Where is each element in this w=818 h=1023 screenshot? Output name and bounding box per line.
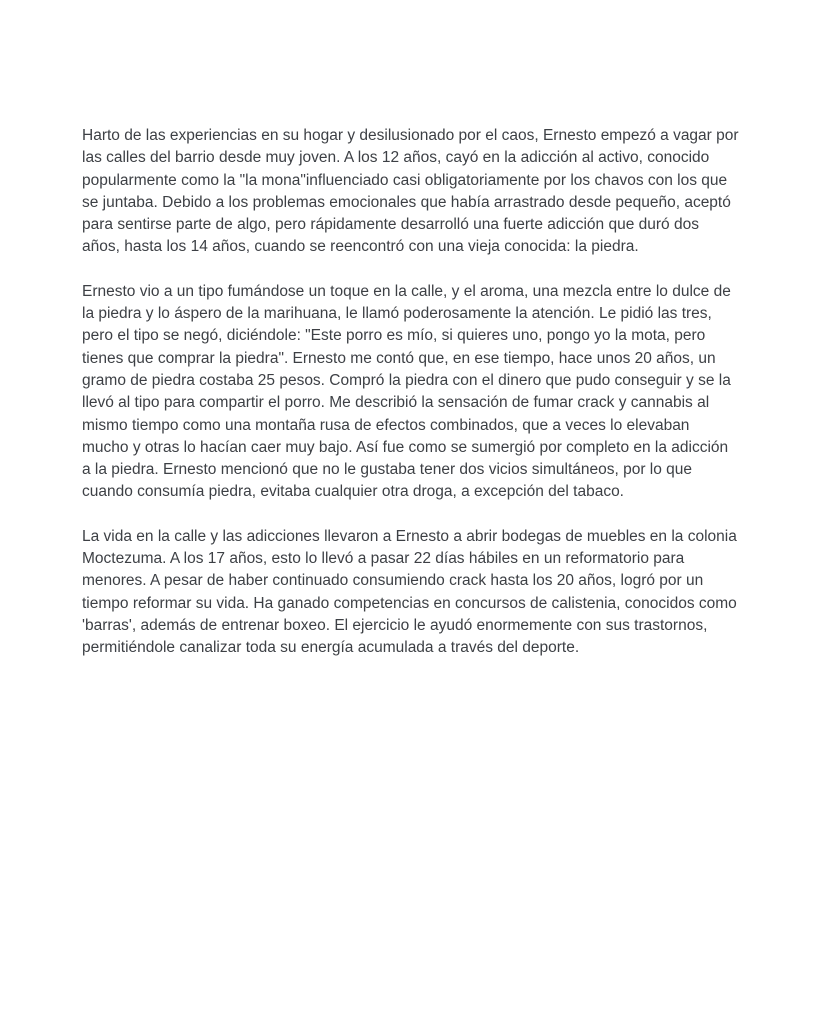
paragraph-2: Ernesto vio a un tipo fumándose un toque en la calle, y el aroma, una mezcla entre lo dulce de la piedra y lo áspero de la marihuana, le llamó poderosamente la atención. Le pidió las tres, pero el tipo se negó, diciéndole: "Este porro es mío, si quieres uno, pongo yo la mota, pero tienes que comprar la piedra". Ernesto me contó que, en ese tiempo, hace unos 20 años, un gramo de piedra costaba 25 pesos. Compró la piedra con el dinero que pudo conseguir y se la llevó al tipo para compartir el porro. Me describió la sensación de fumar crack y cannabis al mismo tiempo como una montaña rusa de efectos combinados, que a veces lo elevaban mucho y otras lo hacían caer muy bajo. Así fue como se sumergió por completo en la adicción a la piedra. Ernesto mencionó que no le gustaba tener dos vicios simultáneos, por lo que cuando consumía piedra, evitaba cualquier otra droga, a excepción del tabaco. [82, 282, 731, 501]
paragraph-3: La vida en la calle y las adicciones llevaron a Ernesto a abrir bodegas de muebles en la colonia Moctezuma. A los 17 años, esto lo llevó a pasar 22 días hábiles en un reformatorio para menores. A pesar de haber continuado consumiendo crack hasta los 20 años, logró por un tiempo reformar su vida. Ha ganado competencias en concursos de calistenia, conocidos como 'barras', además de entrenar boxeo. El ejercicio le ayudó enormemente con sus trastornos, permitiéndole canalizar toda su energía acumulada a través del deporte. [82, 527, 737, 657]
document-body [82, 125, 740, 660]
paragraph-1: Harto de las experiencias en su hogar y desilusionado por el caos, Ernesto empezó a vagar por las calles del barrio desde muy joven. A los 12 años, cayó en la adicción al activo, conocido popularmente como la "la mona"influenciado casi obligatoriamente por los chavos con los que se juntaba. Debido a los problemas emocionales que había arrastrado desde pequeño, aceptó para sentirse parte de algo, pero rápidamente desarrolló una fuerte adicción que duró dos años, hasta los 14 años, cuando se reencontró con una vieja conocida: la piedra. [82, 127, 739, 256]
